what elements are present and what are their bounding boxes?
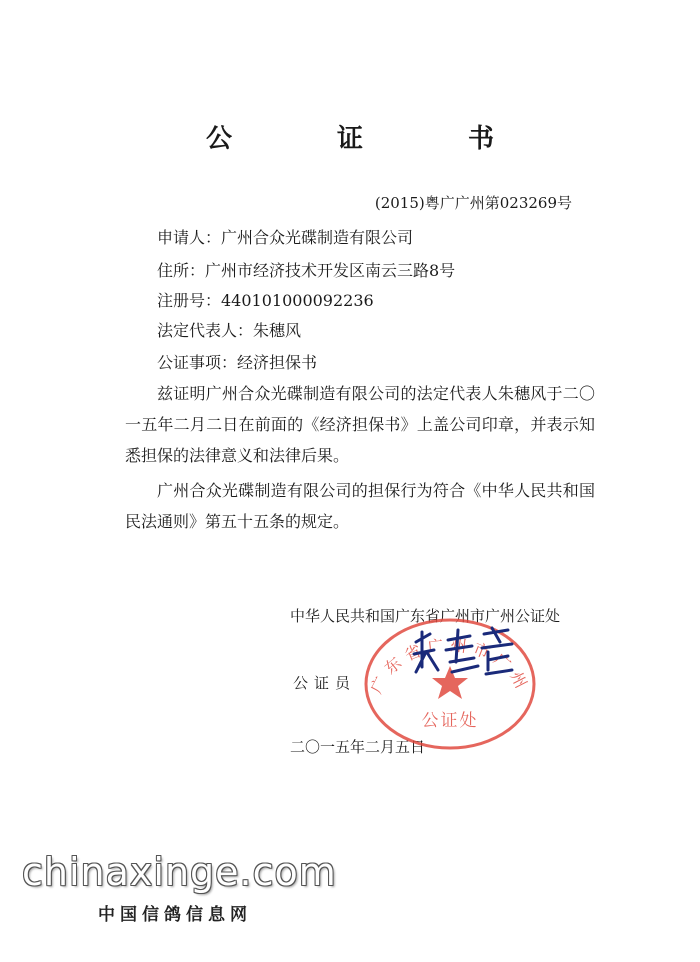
svg-text:广东省广州市广州: 广东省广州市广州 bbox=[366, 635, 534, 697]
svg-text:公证处: 公证处 bbox=[421, 711, 479, 731]
issuer-office: 中华人民共和国广东省广州市广州公证处 bbox=[290, 607, 561, 625]
notary-label: 公证员 bbox=[293, 674, 357, 692]
certification-paragraph: 兹证明广州合众光碟制造有限公司的法定代表人朱穗风于二〇一五年二月二日在前面的《经济担保书》上盖公司印章，并表示知悉担保的法律意义和法律后果。 bbox=[125, 384, 595, 465]
legal-basis-paragraph: 广州合众光碟制造有限公司的担保行为符合《中华人民共和国民法通则》第五十五条的规定。 bbox=[125, 481, 595, 531]
site-watermark-subtitle: 中国信鸽信息网 bbox=[98, 905, 252, 925]
applicant-field: 申请人：广州合众光碟制造有限公司 bbox=[157, 228, 414, 247]
address-field: 住所：广州市经济技术开发区南云三路8号 bbox=[157, 261, 456, 280]
document-number: (2015)粤广广州第023269号 bbox=[374, 194, 572, 212]
notary-signature bbox=[408, 622, 518, 692]
matter-field: 公证事项：经济担保书 bbox=[157, 353, 318, 372]
legal-rep-field: 法定代表人：朱穗风 bbox=[157, 321, 302, 340]
site-watermark-logo: chinaxinge.com bbox=[22, 850, 337, 894]
issue-date: 二〇一五年二月五日 bbox=[290, 738, 426, 756]
registration-field: 注册号：440101000092236 bbox=[157, 291, 374, 310]
document-title: 公 证 书 bbox=[205, 124, 543, 154]
